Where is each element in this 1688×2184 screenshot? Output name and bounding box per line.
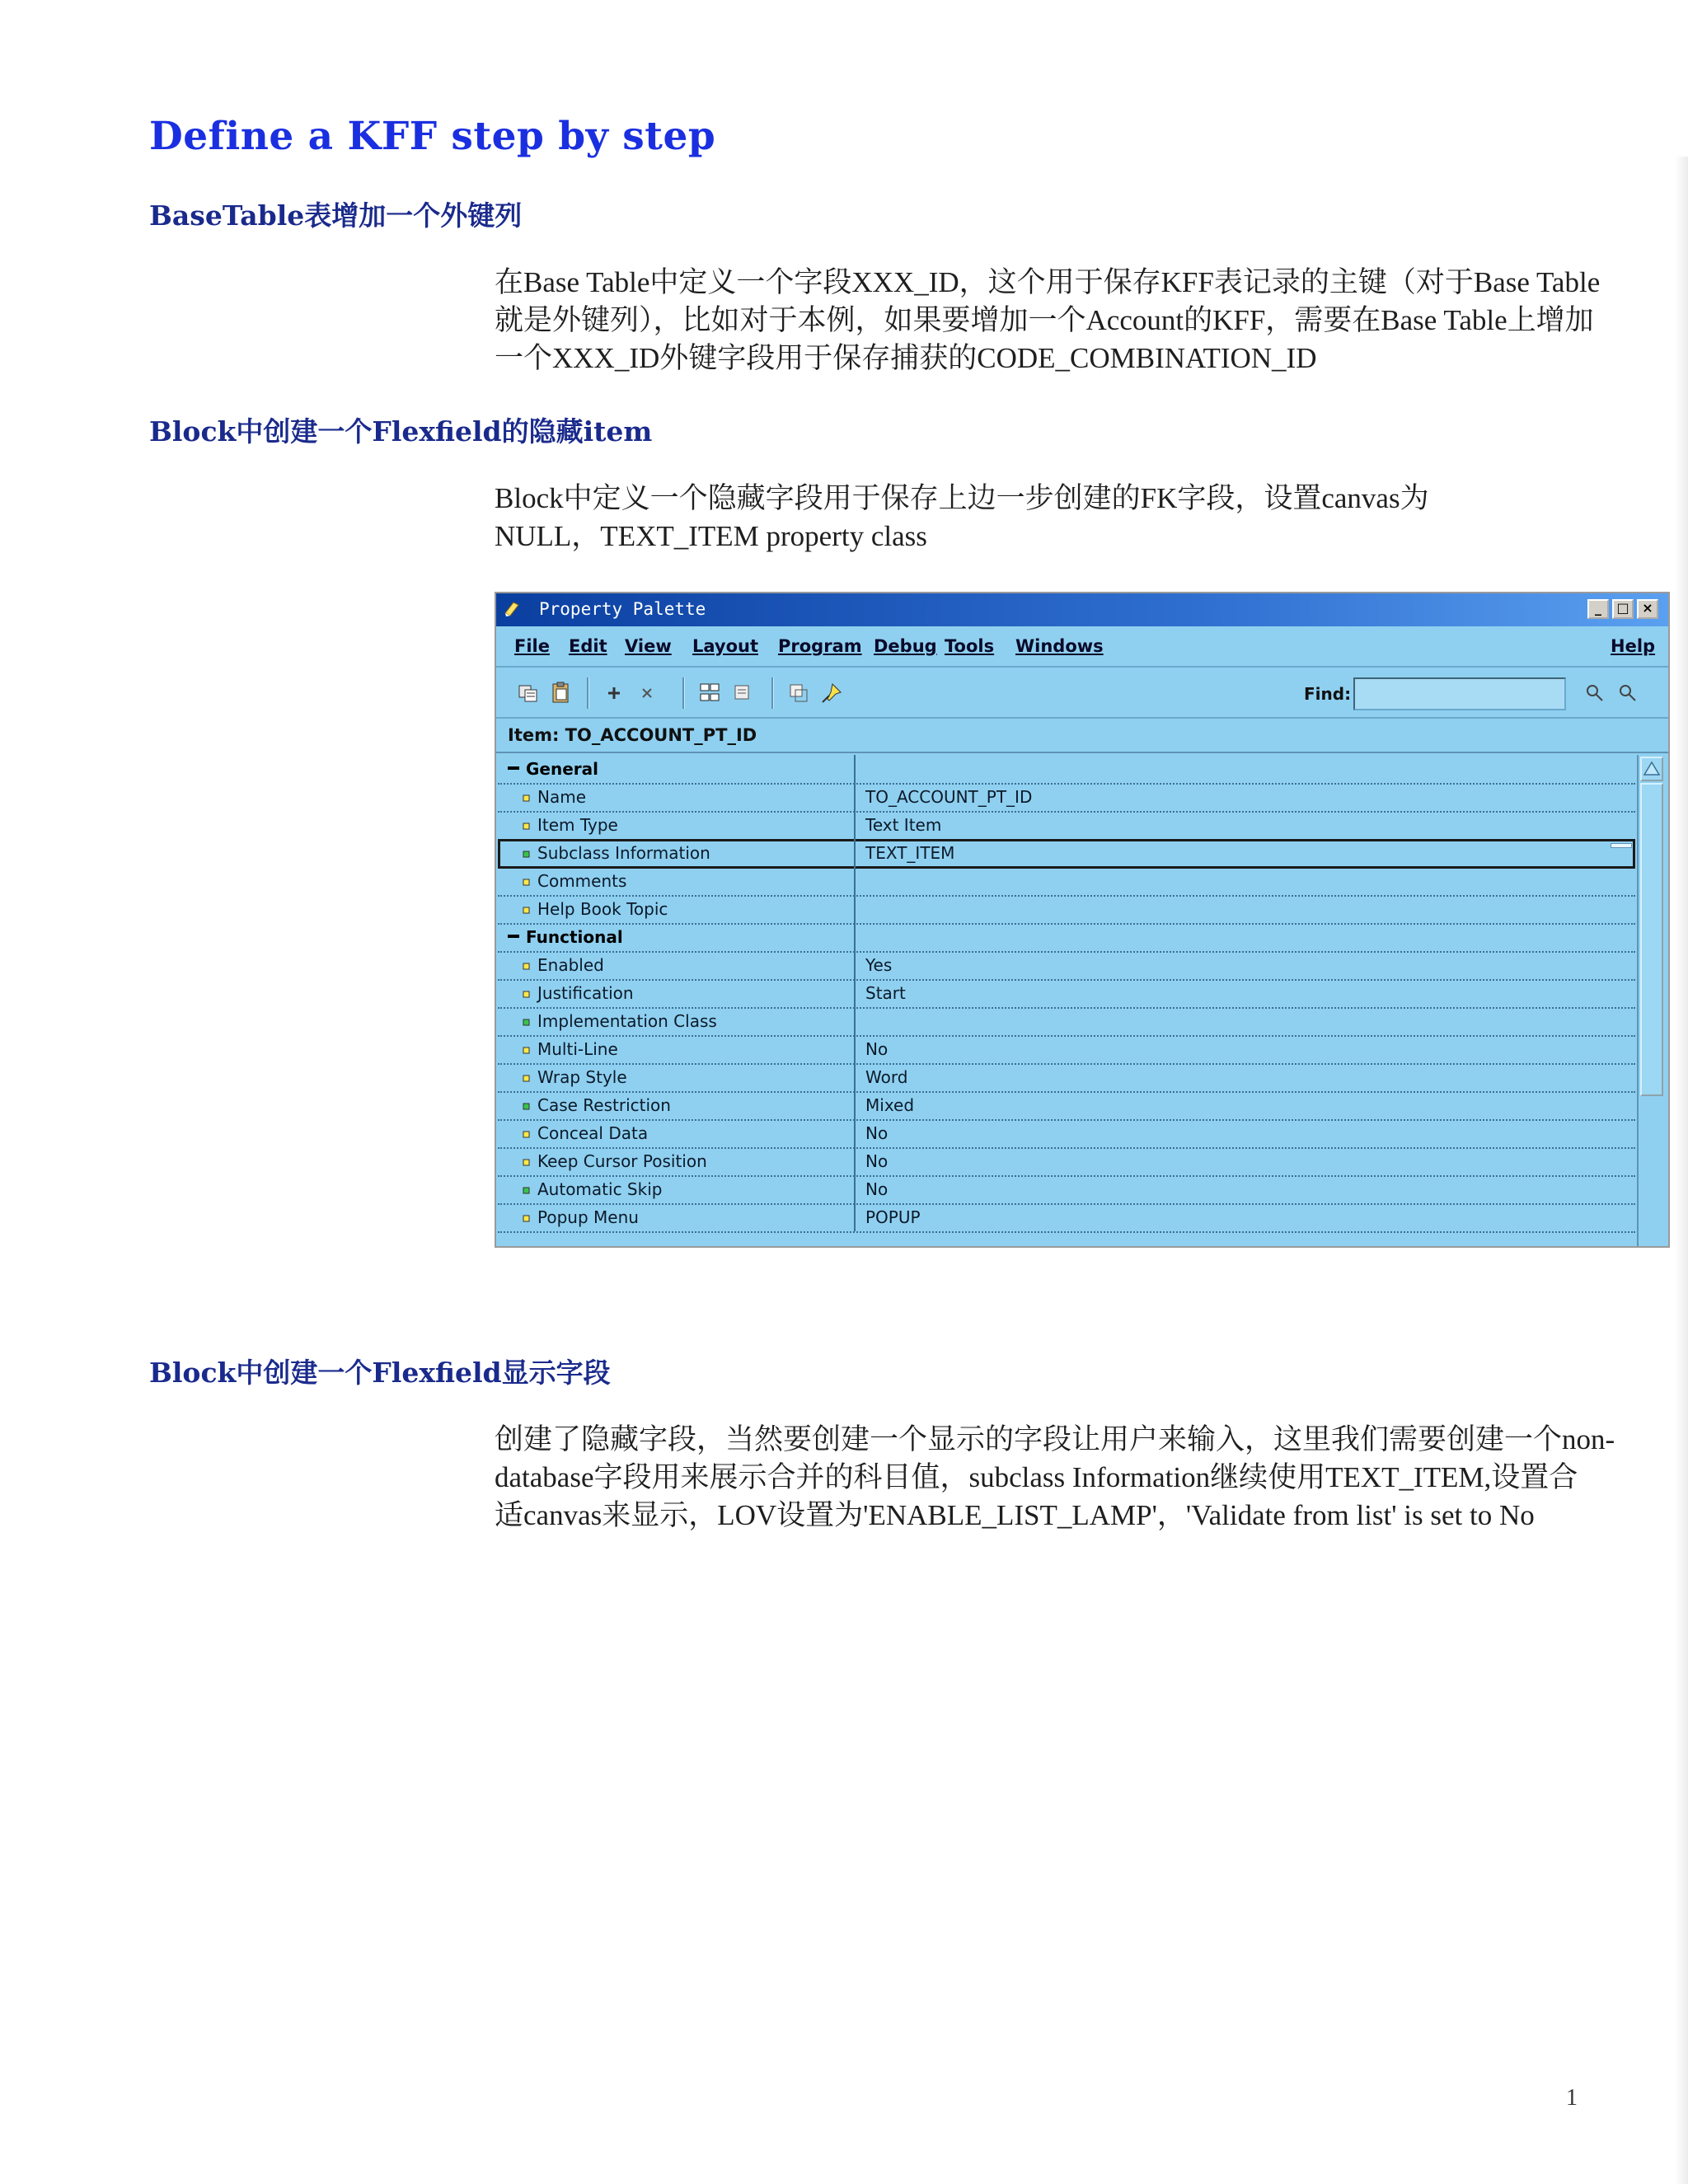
toolbar-separator xyxy=(587,677,589,709)
property-value[interactable]: No xyxy=(865,1123,889,1143)
maximize-button[interactable] xyxy=(1612,599,1634,619)
paragraph-line: NULL，TEXT_ITEM property class xyxy=(495,520,927,552)
vertical-scrollbar[interactable] xyxy=(1637,755,1667,1248)
property-value[interactable]: TEXT_ITEM xyxy=(865,843,955,863)
property-value[interactable]: Start xyxy=(865,983,906,1003)
property-row[interactable] xyxy=(498,1035,1635,1065)
menu-debug[interactable]: Debug xyxy=(874,636,937,656)
more-button[interactable] xyxy=(1611,843,1632,848)
property-state-icon xyxy=(521,847,532,860)
collapse-icon[interactable] xyxy=(508,935,519,938)
property-state-icon xyxy=(521,1155,532,1169)
freeze-icon[interactable] xyxy=(819,681,844,705)
property-value[interactable]: TO_ACCOUNT_PT_ID xyxy=(865,787,1033,807)
property-row[interactable] xyxy=(498,811,1635,841)
property-name: Enabled xyxy=(537,955,604,975)
section-heading-hidden-item: Block中创建一个Flexfield的隐藏item xyxy=(149,415,653,448)
section-heading-display-field: Block中创建一个Flexfield显示字段 xyxy=(149,1357,611,1389)
inherit-icon[interactable] xyxy=(730,681,755,705)
section-paragraph-display-field xyxy=(495,1421,1615,1535)
property-row[interactable] xyxy=(498,867,1635,897)
maximize-icon: □ xyxy=(1616,600,1629,616)
property-state-icon xyxy=(521,875,532,888)
property-value[interactable]: Yes xyxy=(865,955,893,975)
property-row[interactable] xyxy=(498,979,1635,1009)
property-name-cell xyxy=(498,755,856,783)
collapse-icon[interactable] xyxy=(508,766,519,770)
menu-program[interactable]: Program xyxy=(778,636,862,656)
property-name-cell xyxy=(498,1007,856,1035)
property-name: Item Type xyxy=(537,815,618,835)
property-name: Functional xyxy=(526,927,623,947)
close-icon: × xyxy=(1642,600,1653,616)
section-heading-basetable: BaseTable表增加一个外键列 xyxy=(149,199,523,232)
copy-properties-icon[interactable] xyxy=(516,681,541,705)
property-name-cell xyxy=(498,1063,856,1091)
property-name: Case Restriction xyxy=(537,1095,671,1115)
property-name-cell xyxy=(498,895,856,923)
window-title: Property Palette xyxy=(539,599,706,619)
property-state-icon xyxy=(521,959,532,972)
toolbar xyxy=(496,668,1668,719)
section-paragraph-hidden-item xyxy=(495,480,1591,555)
minimize-button[interactable] xyxy=(1587,599,1609,619)
property-value[interactable]: Text Item xyxy=(865,815,942,835)
intersection-icon[interactable] xyxy=(786,681,811,705)
property-row[interactable] xyxy=(498,951,1635,981)
add-property-icon[interactable] xyxy=(602,681,626,705)
property-state-icon xyxy=(521,1183,532,1197)
find-label: Find: xyxy=(1304,684,1352,704)
property-name-cell xyxy=(498,1175,856,1203)
toolbar-separator xyxy=(682,677,685,709)
paste-properties-icon[interactable] xyxy=(549,681,574,705)
property-name: Subclass Information xyxy=(537,843,710,863)
property-name-cell xyxy=(498,811,856,839)
property-state-icon xyxy=(521,819,532,832)
property-name-cell xyxy=(498,839,856,867)
property-name-cell xyxy=(498,979,856,1007)
scroll-thumb[interactable] xyxy=(1640,783,1663,1096)
property-row[interactable] xyxy=(498,1203,1635,1233)
property-row[interactable] xyxy=(498,1175,1635,1205)
menu-edit[interactable]: Edit xyxy=(569,636,607,656)
property-name-cell xyxy=(498,867,856,895)
find-previous-icon[interactable] xyxy=(1582,681,1607,705)
delete-property-icon[interactable] xyxy=(635,681,659,705)
property-name: Justification xyxy=(537,983,634,1003)
property-name: Wrap Style xyxy=(537,1067,627,1087)
property-name: Comments xyxy=(537,871,627,891)
property-value[interactable]: Mixed xyxy=(865,1095,915,1115)
property-name-cell xyxy=(498,951,856,979)
property-name-cell xyxy=(498,783,856,811)
page-number: 1 xyxy=(1566,2085,1578,2111)
menu-tools[interactable]: Tools xyxy=(945,636,995,656)
property-row[interactable] xyxy=(498,1091,1635,1121)
item-header xyxy=(496,719,1668,753)
property-row[interactable] xyxy=(498,1063,1635,1093)
property-state-icon xyxy=(521,1127,532,1141)
toolbar-separator xyxy=(771,677,774,709)
property-state-icon xyxy=(521,1099,532,1113)
property-state-icon xyxy=(521,1071,532,1085)
property-value[interactable]: Word xyxy=(865,1067,908,1087)
property-grid xyxy=(498,755,1635,1248)
property-state-icon xyxy=(521,987,532,1001)
menu-layout[interactable]: Layout xyxy=(692,636,759,656)
page-edge-shadow xyxy=(1675,157,1688,2184)
menu-windows[interactable]: Windows xyxy=(1015,636,1104,656)
property-palette-window xyxy=(495,592,1670,1248)
property-row[interactable] xyxy=(498,895,1635,925)
property-name: Popup Menu xyxy=(537,1207,639,1227)
property-name-cell xyxy=(498,1147,856,1175)
property-row[interactable] xyxy=(498,783,1635,813)
menu-help[interactable]: Help xyxy=(1611,636,1656,656)
property-name: Name xyxy=(537,787,587,807)
property-row[interactable] xyxy=(498,1147,1635,1177)
menu-view[interactable]: View xyxy=(625,636,672,656)
scroll-up-button[interactable] xyxy=(1640,757,1663,781)
paragraph-line: 适canvas来显示，LOV设置为'ENABLE_LIST_LAMP'，'Validate from list' is set to No xyxy=(495,1499,1535,1531)
property-category-row[interactable] xyxy=(498,923,1635,953)
find-next-icon[interactable] xyxy=(1615,681,1640,705)
palette-app-icon xyxy=(503,600,521,618)
close-button[interactable] xyxy=(1637,599,1658,619)
paragraph-line: Block中定义一个隐藏字段用于保存上边一步创建的FK字段，设置canvas为 xyxy=(495,482,1429,514)
property-name: Help Book Topic xyxy=(537,899,668,919)
property-state-icon xyxy=(521,1043,532,1057)
find-input[interactable] xyxy=(1353,677,1566,710)
minimize-icon: _ xyxy=(1595,600,1601,616)
property-state-icon xyxy=(521,1212,532,1225)
window-titlebar[interactable] xyxy=(496,593,1668,626)
property-name-cell xyxy=(498,1035,856,1063)
property-name: Implementation Class xyxy=(537,1011,717,1031)
paragraph-line: 在Base Table中定义一个字段XXX_ID，这个用于保存KFF表记录的主键（对于Base Table xyxy=(495,266,1601,298)
property-row[interactable] xyxy=(498,1007,1635,1037)
property-name-cell xyxy=(498,923,856,951)
property-value[interactable]: No xyxy=(865,1179,889,1199)
property-name-cell xyxy=(498,1091,856,1119)
property-name: Multi-Line xyxy=(537,1039,618,1059)
property-row[interactable] xyxy=(498,1119,1635,1149)
property-state-icon xyxy=(521,903,532,916)
paragraph-line: 一个XXX_ID外键字段用于保存捕获的CODE_COMBINATION_ID xyxy=(495,342,1317,374)
page-title: Define a KFF step by step xyxy=(149,114,716,159)
property-state-icon xyxy=(521,1015,532,1029)
chevron-up-icon xyxy=(1642,758,1662,780)
paragraph-line: 创建了隐藏字段，当然要创建一个显示的字段让用户来输入，这里我们需要创建一个non- xyxy=(495,1423,1615,1455)
property-row[interactable] xyxy=(498,839,1635,869)
property-state-icon xyxy=(521,791,532,804)
property-name: Keep Cursor Position xyxy=(537,1151,707,1171)
menu-bar xyxy=(496,626,1668,668)
property-category-row[interactable] xyxy=(498,755,1635,785)
paragraph-line: database字段用来展示合并的科目值，subclass Information继续使用TEXT_ITEM,设置合 xyxy=(495,1461,1578,1493)
property-name: General xyxy=(526,759,598,779)
section-paragraph-basetable xyxy=(495,264,1601,377)
property-value[interactable]: No xyxy=(865,1039,889,1059)
property-name: Conceal Data xyxy=(537,1123,649,1143)
property-name: Automatic Skip xyxy=(537,1179,663,1199)
property-class-icon[interactable] xyxy=(697,681,722,705)
property-name-cell xyxy=(498,1119,856,1147)
paragraph-line: 就是外键列），比如对于本例，如果要增加一个Account的KFF，需要在Base Table上增加 xyxy=(495,304,1594,336)
property-value[interactable]: POPUP xyxy=(865,1207,921,1227)
property-value[interactable]: No xyxy=(865,1151,889,1171)
property-name-cell xyxy=(498,1203,856,1231)
menu-file[interactable]: File xyxy=(514,636,550,656)
item-label: Item: TO_ACCOUNT_PT_ID xyxy=(508,725,757,745)
